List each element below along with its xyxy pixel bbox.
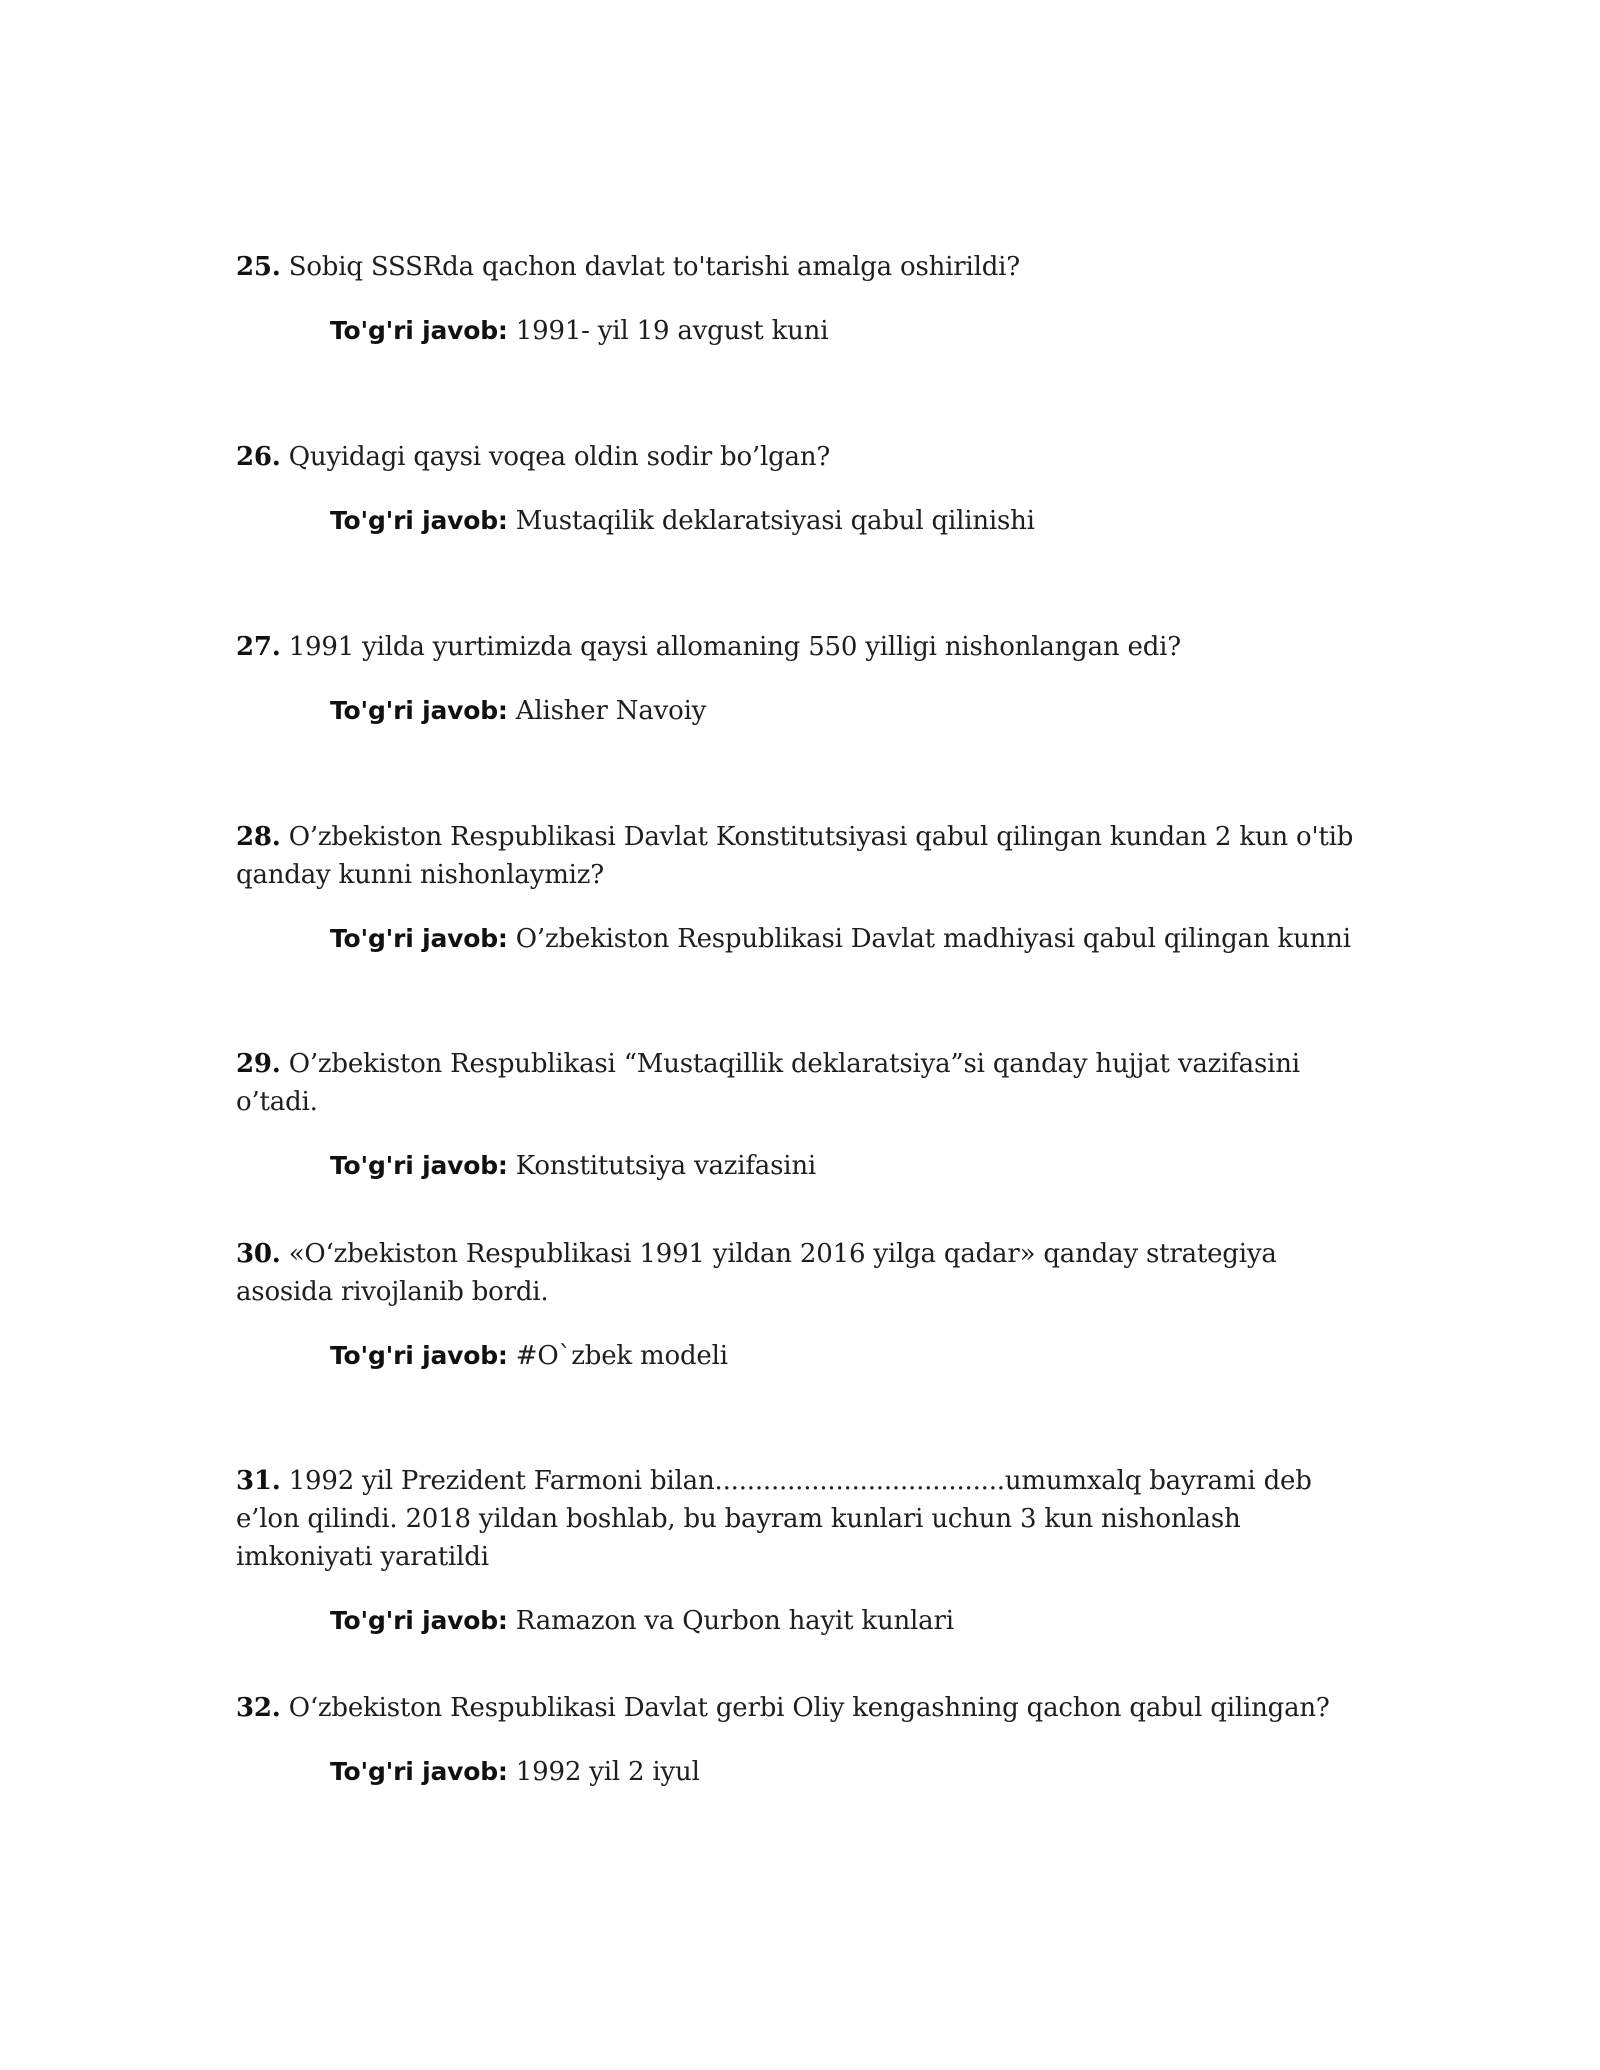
qa-item-32: [236, 1689, 1366, 1791]
qa-item-30: [236, 1235, 1366, 1375]
answer-text: #O`zbek modeli: [515, 1341, 728, 1371]
qa-item-31: [236, 1462, 1366, 1640]
qa-item-29: [236, 1045, 1366, 1185]
answer: [330, 920, 1366, 958]
qa-item-25: [236, 248, 1366, 350]
answer: [330, 692, 1366, 730]
answer: [330, 1337, 1366, 1375]
answer: [330, 312, 1366, 350]
question-number: 26.: [236, 442, 281, 472]
answer-text: 1992 yil 2 iyul: [515, 1757, 700, 1787]
answer-label: To'g'ri javob:: [330, 924, 508, 953]
answer-label: To'g'ri javob:: [330, 1606, 508, 1635]
question-text: O’zbekiston Respublikasi “Mustaqillik deklaratsiya”si qanday hujjat vazifasini o’tadi.: [236, 1049, 1300, 1117]
question-text: Sobiq SSSRda qachon davlat to'tarishi amalga oshirildi?: [288, 252, 1021, 282]
question: [236, 248, 1366, 286]
answer-text: Konstitutsiya vazifasini: [515, 1151, 817, 1181]
question: [236, 628, 1366, 666]
question-text: «O‘zbekiston Respublikasi 1991 yildan 2016 yilga qadar» qanday strategiya asosida rivojlanib bordi.: [236, 1239, 1277, 1307]
question-number: 27.: [236, 632, 281, 662]
question: [236, 1235, 1366, 1311]
question: [236, 1689, 1366, 1727]
answer-label: To'g'ri javob:: [330, 1151, 508, 1180]
question: [236, 1462, 1366, 1576]
answer-text: Mustaqilik deklaratsiyasi qabul qilinishi: [515, 506, 1035, 536]
answer-label: To'g'ri javob:: [330, 1757, 508, 1786]
question: [236, 438, 1366, 476]
answer: [330, 502, 1366, 540]
answer-label: To'g'ri javob:: [330, 316, 508, 345]
question-text: Quyidagi qaysi voqea oldin sodir bo’lgan?: [288, 442, 831, 472]
answer-label: To'g'ri javob:: [330, 506, 508, 535]
qa-item-28: [236, 818, 1366, 958]
question-number: 29.: [236, 1049, 281, 1079]
question-number: 30.: [236, 1239, 281, 1269]
question: [236, 818, 1366, 894]
question-number: 25.: [236, 252, 281, 282]
question-number: 28.: [236, 822, 281, 852]
answer: [330, 1602, 1366, 1640]
answer-text: Alisher Navoiy: [515, 696, 707, 726]
question: [236, 1045, 1366, 1121]
question-text: 1991 yilda yurtimizda qaysi allomaning 550 yilligi nishonlangan edi?: [288, 632, 1182, 662]
answer-text: 1991- yil 19 avgust kuni: [515, 316, 829, 346]
answer: [330, 1753, 1366, 1791]
question-text: O‘zbekiston Respublikasi Davlat gerbi Oliy kengashning qachon qabul qilingan?: [288, 1693, 1330, 1723]
question-text: O’zbekiston Respublikasi Davlat Konstitutsiyasi qabul qilingan kundan 2 kun o'tib qanday kunni nishonlaymiz?: [236, 822, 1354, 890]
answer-label: To'g'ri javob:: [330, 696, 508, 725]
qa-item-27: [236, 628, 1366, 730]
answer-label: To'g'ri javob:: [330, 1341, 508, 1370]
answer-text: O’zbekiston Respublikasi Davlat madhiyasi qabul qilingan kunni: [515, 924, 1351, 954]
answer: [330, 1147, 1366, 1185]
answer-text: Ramazon va Qurbon hayit kunlari: [515, 1606, 954, 1636]
question-text: 1992 yil Prezident Farmoni bilan....................................umumxalq bayrami deb e’lon qilindi. 2018 yildan boshlab, bu bayram kunlari uchun 3 kun nishonlash imkoniyati yaratildi: [236, 1466, 1312, 1572]
qa-item-26: [236, 438, 1366, 540]
question-number: 31.: [236, 1466, 281, 1496]
question-number: 32.: [236, 1693, 281, 1723]
